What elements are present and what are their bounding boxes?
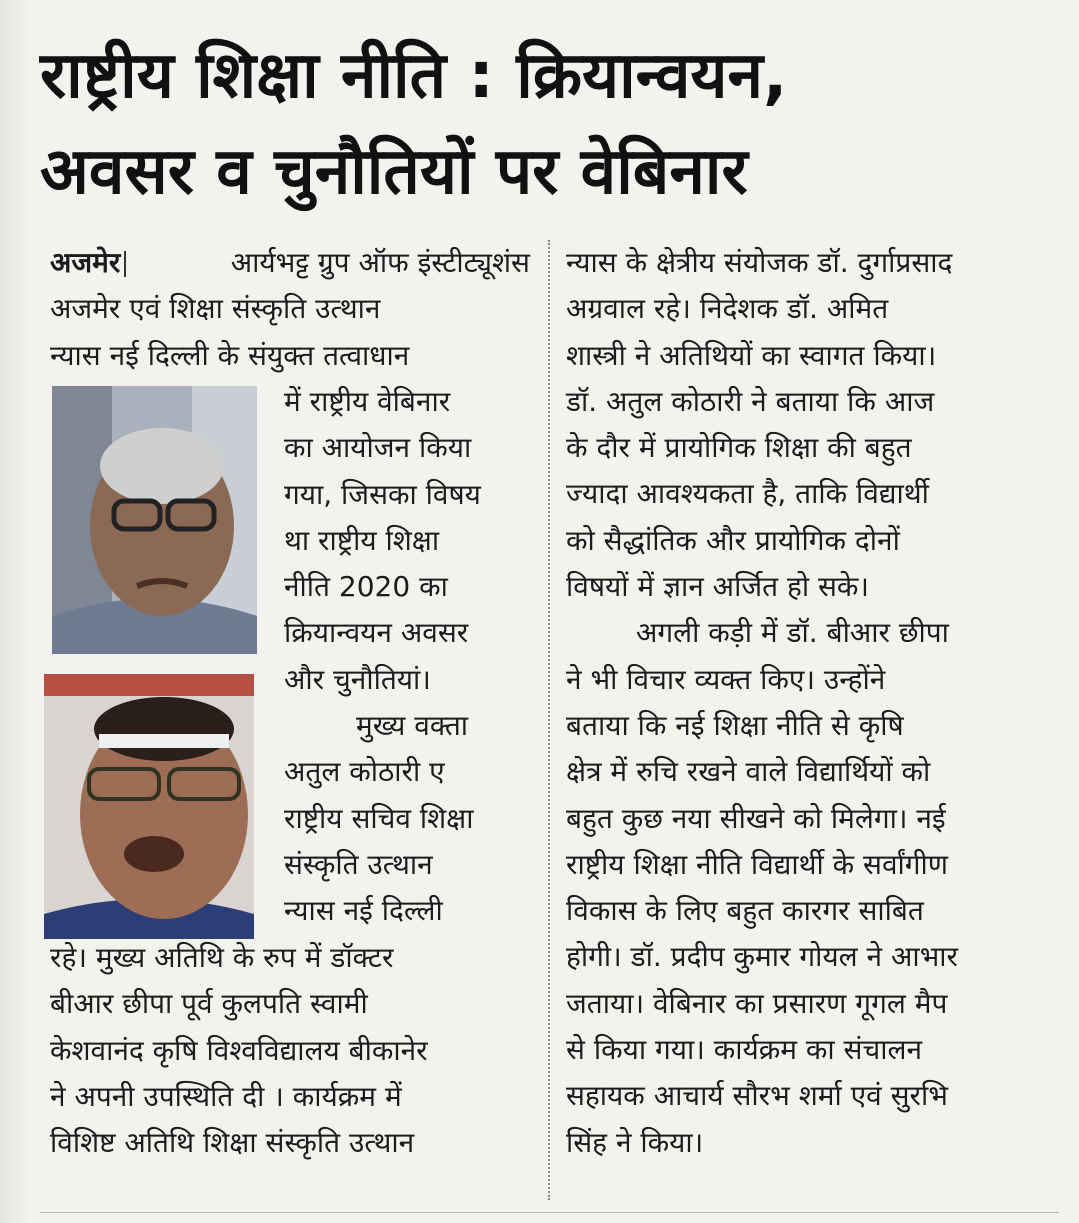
col2-line: सहायक आचार्य सौरभ शर्मा एवं सुरभि (566, 1079, 948, 1113)
col2-line: को सैद्धांतिक और प्रायोगिक दोनों (566, 523, 900, 557)
col2-line: होगी। डॉ. प्रदीप कुमार गोयल ने आभार (566, 940, 958, 974)
column-2 (566, 240, 1056, 1166)
portrait-photo-1 (52, 386, 257, 654)
speaker-photo-1 (52, 386, 257, 654)
col2-line: न्यास के क्षेत्रीय संयोजक डॉ. दुर्गाप्रसाद (566, 246, 953, 279)
col1-narrow-line: न्यास नई दिल्ली (284, 894, 443, 928)
col1-line: अजमेर एवं शिक्षा संस्कृति उत्थान (50, 292, 381, 326)
col2-line: जताया। वेबिनार का प्रसारण गूगल मैप (566, 986, 948, 1020)
col2-line: क्षेत्र में रुचि रखने वाले विद्यार्थियों को (566, 755, 931, 789)
col1-narrow-line: का आयोजन किया (284, 431, 472, 465)
col1-narrow-line: था राष्ट्रीय शिक्षा (284, 523, 440, 557)
page-edge-shadow (0, 0, 30, 1223)
col1-narrow-line: राष्ट्रीय सचिव शिक्षा (284, 801, 474, 835)
col1-narrow-line: में राष्ट्रीय वेबिनार (284, 385, 451, 418)
col1-bottom-line: विशिष्ट अतिथि शिक्षा संस्कृति उत्थान (50, 1126, 415, 1160)
col1-narrow-line: क्रियान्वयन अवसर (284, 616, 469, 650)
col1-narrow-line: अतुल कोठारी ए (284, 755, 445, 789)
col1-bottom-line: केशवानंद कृषि विश्वविद्यालय बीकानेर (50, 1033, 428, 1067)
col2-line: अग्रवाल रहे। निदेशक डॉ. अमित (566, 292, 889, 326)
col1-bottom-line: बीआर छीपा पूर्व कुलपति स्वामी (50, 987, 368, 1021)
col2-line: डॉ. अतुल कोठारी ने बताया कि आज (566, 384, 935, 418)
col1-first-line-text: आर्यभट्ट ग्रुप ऑफ इंस्टीट्यूशंस (230, 246, 530, 279)
article-headline (40, 28, 1060, 220)
dateline: अजमेर (50, 240, 132, 286)
col2-line: शास्त्री ने अतिथियों का स्वागत किया। (566, 338, 937, 372)
col2-line: ज्यादा आवश्यकता है, ताकि विद्यार्थी (566, 477, 929, 511)
col1-narrow-line: संस्कृति उत्थान (284, 847, 433, 881)
col1-narrow-line: और चुनौतियां। (284, 662, 431, 696)
col1-first-line (50, 240, 530, 286)
col1-line: न्यास नई दिल्ली के संयुक्त तत्वाधान (50, 338, 410, 372)
col1-narrow-line: नीति 2020 का (284, 570, 448, 604)
col2-line: बहुत कुछ नया सीखने को मिलेगा। नई (566, 801, 946, 835)
column-1 (50, 240, 530, 379)
column-divider (548, 240, 550, 1200)
col2-line: बताया कि नई शिक्षा नीति से कृषि (566, 708, 904, 742)
column-1-bottom (50, 935, 530, 1166)
col1-narrow-line: गया, जिसका विषय (284, 477, 481, 511)
col2-line: से किया गया। कार्यक्रम का संचालन (566, 1033, 923, 1067)
column-1-narrow (284, 379, 530, 935)
col2-line: के दौर में प्रायोगिक शिक्षा की बहुत (566, 431, 912, 465)
col2-line: राष्ट्रीय शिक्षा नीति विद्यार्थी के सर्वांगीण (566, 847, 949, 881)
col2-line: विषयों में ज्ञान अर्जित हो सके। (566, 570, 870, 604)
col2-line: सिंह ने किया। (566, 1125, 704, 1159)
col1-bottom-line: रहे। मुख्य अतिथि के रुप में डॉक्टर (50, 941, 394, 974)
portrait-photo-2 (44, 674, 254, 939)
col2-line: विकास के लिए बहुत कारगर साबित (566, 894, 924, 928)
headline-line-2: अवसर व चुनौतियों पर वेबिनार (40, 135, 748, 209)
col1-narrow-line: मुख्य वक्ता (356, 709, 469, 743)
headline-line-1: राष्ट्रीय शिक्षा नीति : क्रियान्वयन, (40, 39, 788, 113)
col2-line: अगली कड़ी में डॉ. बीआर छीपा (636, 616, 949, 650)
col2-line: ने भी विचार व्यक्त किए। उन्होंने (566, 662, 886, 696)
col1-bottom-line: ने अपनी उपस्थिति दी । कार्यक्रम में (50, 1079, 402, 1113)
bottom-edge (40, 1212, 1059, 1213)
speaker-photo-2 (44, 674, 254, 939)
